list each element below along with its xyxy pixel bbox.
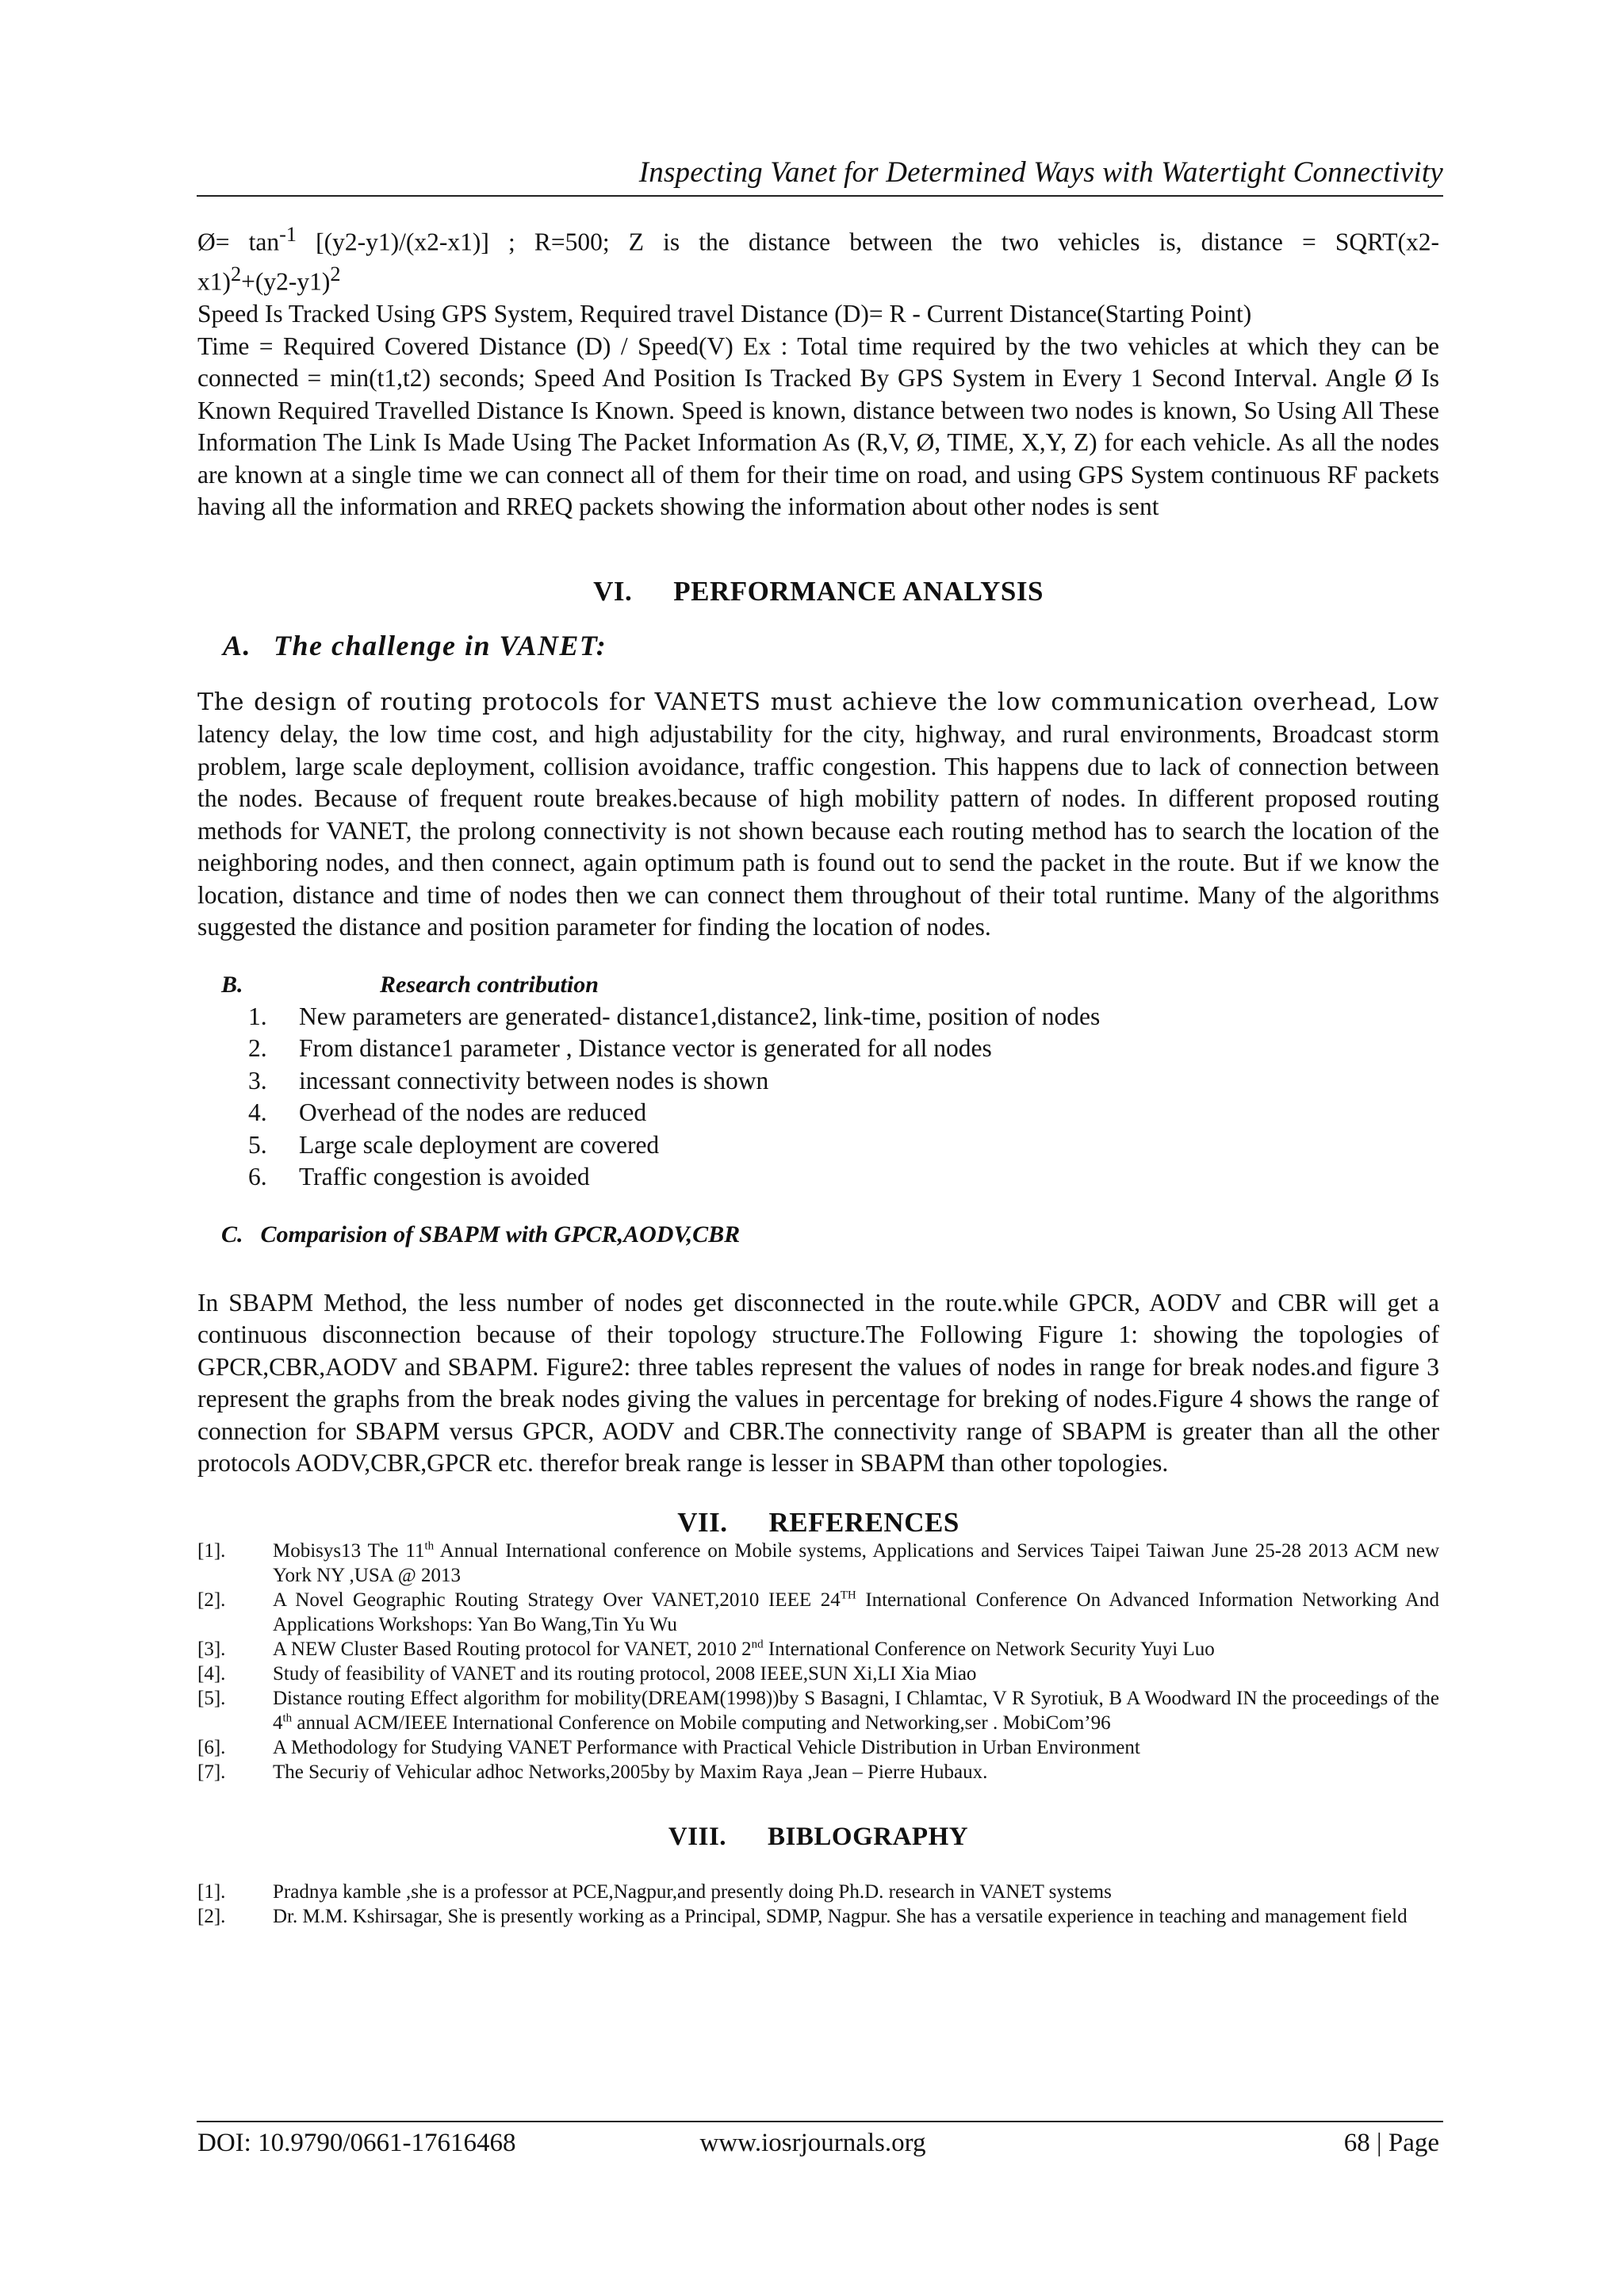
reference-item — [197, 1539, 1439, 1588]
speed-line: Speed Is Tracked Using GPS System, Required travel Distance (D)= R - Current Distance(Starting Point) — [197, 300, 1252, 328]
reference-text: The Securiy of Vehicular adhoc Networks,2005by by Maxim Raya ,Jean – Pierre Hubaux. — [273, 1761, 988, 1783]
biblography-number: [2]. — [197, 1905, 226, 1927]
list-item-number: 1. — [248, 1002, 267, 1030]
header-rule — [197, 195, 1443, 197]
section-heading-biblography — [197, 1819, 1439, 1854]
section-number: VIII. — [668, 1822, 727, 1851]
reference-text: A NEW Cluster Based Routing protocol for VANET, 2010 2 — [273, 1638, 752, 1660]
list-item-number: 6. — [248, 1163, 267, 1190]
formula-superscript: 2 — [330, 263, 341, 286]
running-header-title: Inspecting Vanet for Determined Ways with Watertight Connectivity — [638, 156, 1443, 189]
formula-line-2 — [197, 259, 1439, 298]
page-footer — [197, 2129, 1439, 2160]
list-item-number: 5. — [248, 1130, 267, 1159]
challenge-first-line: The design of routing protocols for VANETS must achieve the low communication overhead, Low — [197, 688, 1439, 716]
list-item-text: incessant connectivity between nodes is shown — [299, 1066, 769, 1094]
subsection-title: The challenge in VANET: — [274, 629, 607, 661]
section-title: BIBLOGRAPHY — [768, 1822, 969, 1851]
reference-text: annual ACM/IEEE International Conference on Mobile computing and Networking,ser . MobiCom’96 — [292, 1711, 1111, 1734]
formula-text: [(y2-y1)/(x2-x1)] ; R=500; Z is the distance between the two vehicles is, distance = SQRT(x2- — [297, 228, 1440, 256]
reference-item — [197, 1588, 1439, 1637]
subsection-heading-challenge — [223, 628, 1439, 663]
reference-text: International Conference On Advanced Information Networking And Applications Workshops: Yan Bo Wang,Tin Yu Wu — [273, 1589, 1439, 1635]
list-item — [248, 1065, 1439, 1098]
formula-line-1 — [197, 219, 1439, 259]
references-list — [197, 1539, 1439, 1784]
section-number: VI. — [593, 575, 633, 607]
section-heading-performance-analysis — [197, 574, 1439, 609]
reference-number: [5]. — [197, 1687, 226, 1709]
reference-number: [6]. — [197, 1736, 226, 1758]
formula-text: Ø= tan — [197, 228, 280, 256]
biblography-item — [197, 1904, 1439, 1929]
reference-number: [1]. — [197, 1539, 226, 1562]
biblography-text: Dr. M.M. Kshirsagar, She is presently working as a Principal, SDMP, Nagpur. She has a versatile experience in teaching and management field — [273, 1905, 1408, 1927]
footer-website: www.iosrjournals.org — [699, 2129, 926, 2157]
reference-number: [4]. — [197, 1662, 226, 1685]
list-item — [248, 1129, 1439, 1162]
subsection-label: C. — [221, 1221, 243, 1248]
list-item — [248, 1033, 1439, 1065]
list-item-text: From distance1 parameter , Distance vector is generated for all nodes — [299, 1034, 992, 1062]
subsection-label: A. — [223, 629, 252, 661]
reference-text: A Methodology for Studying VANET Performance with Practical Vehicle Distribution in Urban Environment — [273, 1736, 1140, 1758]
formula-superscript: -1 — [279, 223, 297, 246]
list-item — [248, 1097, 1439, 1129]
section-title: REFERENCES — [768, 1506, 959, 1538]
reference-number: [2]. — [197, 1589, 226, 1611]
formula-text: +(y2-y1) — [241, 267, 331, 296]
biblography-number: [1]. — [197, 1880, 226, 1903]
list-item-text: Overhead of the nodes are reduced — [299, 1098, 647, 1126]
reference-item — [197, 1735, 1439, 1760]
biblography-list — [197, 1880, 1439, 1929]
subsection-label: B. — [221, 971, 243, 998]
list-item — [248, 1001, 1439, 1033]
reference-text: Study of feasibility of VANET and its routing protocol, 2008 IEEE,SUN Xi,LI Xia Miao — [273, 1662, 977, 1685]
section-number: VII. — [677, 1506, 728, 1538]
reference-text: International Conference on Network Security Yuyi Luo — [763, 1638, 1215, 1660]
reference-superscript: th — [282, 1711, 293, 1725]
formula-text: x1) — [197, 267, 231, 296]
reference-text: Annual International conference on Mobile systems, Applications and Services Taipei Taiwan June 25-28 2013 ACM new York NY ,USA @ 2013 — [273, 1539, 1440, 1586]
footer-rule — [197, 2121, 1443, 2122]
intro-paragraph: Time = Required Covered Distance (D) / Speed(V) Ex : Total time required by the two vehicles at which they can be connected = min(t1,t2) seconds; Speed And Position Is Tracked By GPS System in Every 1 Second Interval. Angle Ø Is Known Required Travelled Distance Is Known. Speed is known, distance between two nodes is known, So Using All These Information The Link Is Made Using The Packet Information As (R,V, Ø, TIME, X,Y, Z) for each vehicle. As all the nodes are known at a single time we can connect all of them for their time on road, and using GPS System continuous RF packets having all the information and RREQ packets showing the information about other nodes is sent — [197, 332, 1439, 520]
reference-number: [3]. — [197, 1638, 226, 1660]
reference-text: A Novel Geographic Routing Strategy Over VANET,2010 IEEE 24 — [273, 1589, 841, 1611]
reference-item — [197, 1662, 1439, 1686]
reference-superscript: nd — [751, 1638, 764, 1651]
contribution-list — [197, 1001, 1439, 1194]
section-heading-references — [197, 1507, 1439, 1539]
reference-text: Mobisys13 The 11 — [273, 1539, 425, 1562]
reference-superscript: TH — [840, 1589, 856, 1602]
list-item-number: 3. — [248, 1066, 267, 1094]
subsection-title: Research contribution — [380, 971, 599, 998]
section-title: PERFORMANCE ANALYSIS — [673, 575, 1044, 607]
list-item-text: New parameters are generated- distance1,distance2, link-time, position of nodes — [299, 1002, 1101, 1030]
reference-superscript: th — [424, 1539, 435, 1553]
reference-item — [197, 1637, 1439, 1662]
reference-item — [197, 1686, 1439, 1735]
comparision-paragraph: In SBAPM Method, the less number of nodes get disconnected in the route.while GPCR, AODV and CBR will get a continuous disconnection because of their topology structure.The Following Figure 1: showing the topologies of GPCR,CBR,AODV and SBAPM. Figure2: three tables represent the values of nodes in range for break nodes.and figure 3 represent the graphs from the break nodes giving the values in percentage for breking of nodes.Figure 4 shows the range of connection for SBAPM versus GPCR, AODV and CBR.The connectivity range of SBAPM is greater than all the other protocols AODV,CBR,GPCR etc. therefor break range is lesser in SBAPM than other topologies. — [197, 1288, 1439, 1477]
formula-superscript: 2 — [231, 263, 242, 286]
list-item-text: Large scale deployment are covered — [299, 1130, 660, 1159]
intro-block — [197, 219, 1439, 523]
list-item-number: 4. — [248, 1098, 267, 1126]
page-content — [197, 219, 1439, 1929]
reference-item — [197, 1760, 1439, 1784]
list-item — [248, 1161, 1439, 1194]
footer-doi: DOI: 10.9790/0661-17616468 — [197, 2129, 516, 2157]
reference-number: [7]. — [197, 1761, 226, 1783]
footer-page-number: 68 | Page — [1343, 2129, 1439, 2157]
challenge-paragraph — [197, 687, 1439, 944]
subsection-heading-comparision — [221, 1219, 1439, 1251]
biblography-item — [197, 1880, 1439, 1904]
list-item-number: 2. — [248, 1034, 267, 1062]
reference-text: Distance routing Effect algorithm for mobility(DREAM(1998))by S Basagni, I Chlamtac, V R Syrotiuk, B A Woodward IN the proceedings of the 4 — [273, 1687, 1439, 1734]
subsection-title: Comparision of SBAPM with GPCR,AODV,CBR — [260, 1221, 741, 1248]
subsection-heading-research-contribution — [221, 969, 1439, 1001]
list-item-text: Traffic congestion is avoided — [299, 1163, 590, 1190]
biblography-text: Pradnya kamble ,she is a professor at PCE,Nagpur,and presently doing Ph.D. research in VANET systems — [273, 1880, 1112, 1903]
challenge-body: latency delay, the low time cost, and high adjustability for the city, highway, and rural environments, Broadcast storm problem, large scale deployment, collision avoidance, traffic congestion. This happens due to lack of connection between the nodes. Because of frequent route breakes.because of high mobility pattern of nodes. In different proposed routing methods for VANET, the prolong connectivity is not shown because each routing method has to search the location of the neighboring nodes, and then connect, again optimum path is found out to send the packet in the route. But if we know the location, distance and time of nodes then we can connect them throughout of their total runtime. Many of the algorithms suggested the distance and position parameter for finding the location of nodes. — [197, 720, 1439, 941]
